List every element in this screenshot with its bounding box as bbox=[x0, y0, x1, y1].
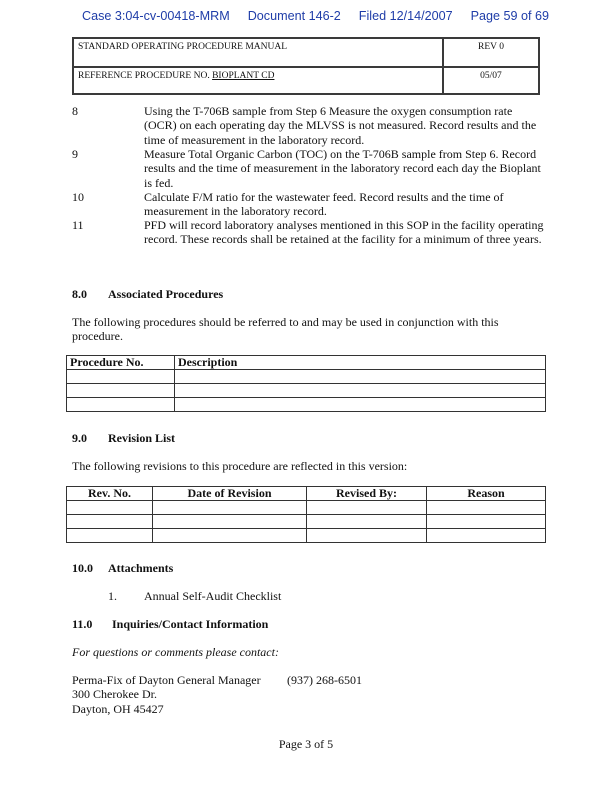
section-8-intro: The following procedures should be referred to and may be used in conjunction with this procedure. bbox=[72, 315, 499, 344]
step-item bbox=[72, 147, 552, 190]
column-header: Date of Revision bbox=[153, 487, 307, 501]
step-text: Measure Total Organic Carbon (TOC) on the T-706B sample from Step 6. Record results and the time of measurement in the laboratory record each day the Bioplant is fed. bbox=[144, 147, 541, 190]
step-number: 9 bbox=[72, 147, 78, 161]
step-text: Calculate F/M ratio for the wastewater feed. Record results and the time of measurement in the laboratory record. bbox=[144, 190, 504, 219]
section-heading-8 bbox=[72, 287, 223, 302]
table-row bbox=[67, 384, 546, 398]
table-cell bbox=[67, 384, 175, 398]
section-number: 10.0 bbox=[72, 561, 93, 575]
table-row bbox=[67, 370, 546, 384]
section-number: 8.0 bbox=[72, 287, 87, 301]
table-cell bbox=[175, 384, 546, 398]
contact-name: Perma-Fix of Dayton General Manager bbox=[72, 673, 261, 687]
step-text: Using the T-706B sample from Step 6 Measure the oxygen consumption rate (OCR) on each operating day the MLVSS is not measured. Record results and the time of measurement in the laboratory record. bbox=[144, 104, 537, 147]
attachment-item bbox=[108, 589, 548, 603]
table-cell bbox=[67, 370, 175, 384]
step-item bbox=[72, 218, 552, 247]
header-date: 05/07 bbox=[480, 71, 502, 81]
contact-phone: (937) 268-6501 bbox=[287, 673, 362, 687]
step-number: 10 bbox=[72, 190, 84, 204]
associated-procedures-table bbox=[66, 355, 546, 412]
section-number: 9.0 bbox=[72, 431, 87, 445]
table-cell bbox=[153, 515, 307, 529]
table-cell bbox=[67, 515, 153, 529]
table-cell bbox=[153, 529, 307, 543]
column-header: Revised By: bbox=[307, 487, 427, 501]
revision-label: REV 0 bbox=[478, 42, 504, 52]
section-number: 11.0 bbox=[72, 617, 93, 631]
filing-page: Page 59 of 69 bbox=[470, 9, 550, 23]
table-cell bbox=[67, 398, 175, 412]
revision-list-table bbox=[66, 486, 546, 543]
table-row bbox=[67, 515, 546, 529]
section-title: Revision List bbox=[108, 431, 176, 445]
column-header: Procedure No. bbox=[67, 356, 175, 370]
table-cell bbox=[427, 501, 546, 515]
step-text: PFD will record laboratory analyses mentioned in this SOP in the facility operating record. These records shall be retained at the facility for a minimum of three years. bbox=[144, 218, 544, 247]
table-cell bbox=[175, 370, 546, 384]
table-row bbox=[67, 529, 546, 543]
table-cell bbox=[153, 501, 307, 515]
address-line-2: Dayton, OH 45427 bbox=[72, 701, 164, 716]
attachment-number: 1. bbox=[108, 589, 117, 603]
step-item bbox=[72, 190, 552, 219]
attachment-title: Annual Self-Audit Checklist bbox=[144, 589, 282, 603]
column-header: Rev. No. bbox=[67, 487, 153, 501]
table-cell bbox=[427, 529, 546, 543]
table-cell bbox=[427, 515, 546, 529]
contact-intro: For questions or comments please contact: bbox=[72, 645, 279, 659]
step-number: 8 bbox=[72, 104, 78, 118]
table-header-row bbox=[67, 356, 546, 370]
header-row-reference bbox=[74, 66, 538, 93]
column-header: Reason bbox=[427, 487, 546, 501]
section-title: Inquiries/Contact Information bbox=[112, 617, 269, 631]
table-cell bbox=[307, 501, 427, 515]
table-row bbox=[67, 501, 546, 515]
table-cell bbox=[307, 529, 427, 543]
column-header: Description bbox=[175, 356, 546, 370]
section-9-intro: The following revisions to this procedure are reflected in this version: bbox=[72, 459, 408, 473]
header-table bbox=[72, 37, 540, 95]
reference-prefix: REFERENCE PROCEDURE NO. bbox=[78, 71, 213, 81]
case-number: Case 3:04-cv-00418-MRM bbox=[82, 9, 230, 23]
table-cell bbox=[307, 515, 427, 529]
page-footer: Page 3 of 5 bbox=[278, 737, 334, 751]
header-row-manual bbox=[74, 39, 538, 66]
reference-procedure bbox=[74, 68, 444, 93]
document-number: Document 146-2 bbox=[247, 9, 341, 23]
filing-stamp bbox=[82, 9, 567, 23]
table-header-row bbox=[67, 487, 546, 501]
section-title: Attachments bbox=[108, 561, 174, 575]
address-line-1: 300 Cherokee Dr. bbox=[72, 687, 157, 702]
table-cell bbox=[67, 529, 153, 543]
section-heading-9 bbox=[72, 431, 175, 446]
section-heading-10 bbox=[72, 561, 173, 576]
section-title: Associated Procedures bbox=[108, 287, 224, 301]
step-number: 11 bbox=[72, 218, 84, 232]
table-row bbox=[67, 398, 546, 412]
step-item bbox=[72, 104, 552, 147]
contact-block bbox=[72, 673, 512, 716]
table-cell bbox=[67, 501, 153, 515]
manual-title: STANDARD OPERATING PROCEDURE MANUAL bbox=[74, 39, 444, 66]
section-heading-11 bbox=[72, 617, 268, 632]
procedure-code: BIOPLANT CD bbox=[212, 71, 275, 81]
filed-date: Filed 12/14/2007 bbox=[358, 9, 453, 23]
table-cell bbox=[175, 398, 546, 412]
